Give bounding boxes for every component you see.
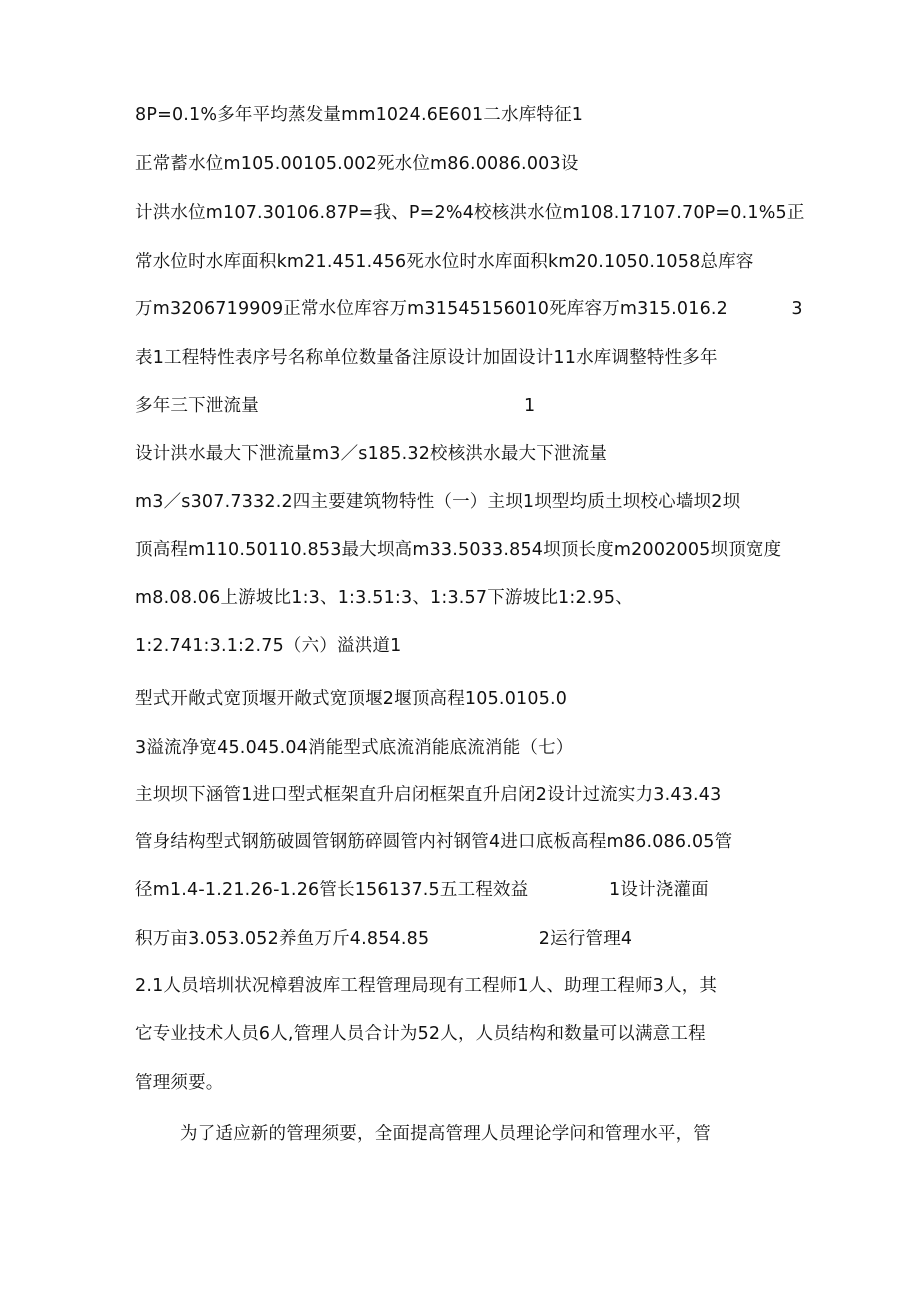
text-line: 设计洪水最大下泄流量m3／s185.32校核洪水最大下泄流量 xyxy=(135,444,608,464)
text-line: 径m1.4-1.21.26-1.26管长156137.5五工程效益 1设计浇灌面 xyxy=(135,880,709,900)
text-line: 正常蓄水位m105.00105.002死水位m86.0086.003设 xyxy=(135,154,579,174)
text-line: 1:2.741:3.1:2.75（六）溢洪道1 xyxy=(135,636,402,656)
text-line: 顶高程m110.50110.853最大坝高m33.5033.854坝顶长度m2002005坝顶宽度 xyxy=(135,540,782,560)
text-line: 表1工程特性表序号名称单位数量备注原设计加固设计11水库调整特性多年 xyxy=(135,348,718,368)
text-line: m8.08.06上游坡比1:3、1:3.51:3、1:3.57下游坡比1:2.95、 xyxy=(135,588,633,608)
text-line: 型式开敞式宽顶堰开敞式宽顶堰2堰顶高程105.0105.0 xyxy=(135,689,568,709)
text-line: 主坝坝下涵管1进口型式框架直升启闭框架直升启闭2设计过流实力3.43.43 xyxy=(135,785,722,805)
text-line-indented: 为了适应新的管理须要，全面提高管理人员理论学问和管理水平，管 xyxy=(180,1124,711,1144)
text-line: m3／s307.7332.2四主要建筑物特性（一）主坝1坝型均质土坝校心墙坝2坝 xyxy=(135,492,741,512)
text-line: 常水位时水库面积km21.451.456死水位时水库面积km20.1050.1058总库容 xyxy=(135,252,754,272)
text-line: 它专业技术人员6人,管理人员合计为52人，人员结构和数量可以满意工程 xyxy=(135,1024,706,1044)
text-line: 3溢流净宽45.045.04消能型式底流消能底流消能（七） xyxy=(135,738,574,758)
text-line: 计洪水位m107.30106.87P=我、P=2%4校核洪水位m108.17107.70P=0.1%5正 xyxy=(135,203,805,223)
text-line: 管身结构型式钢筋破圆管钢筋碎圆管内衬钢管4进口底板高程m86.086.05管 xyxy=(135,832,733,852)
text-line: 积万亩3.053.052养鱼万斤4.854.85 2运行管理4 xyxy=(135,929,633,949)
text-line: 管理须要。 xyxy=(135,1073,224,1093)
text-line: 多年三下泄流量 1 xyxy=(135,396,536,416)
text-line: 8P=0.1%多年平均蒸发量mm1024.6E601二水库特征1 xyxy=(135,105,584,125)
text-line: 2.1人员培圳状况樟碧波库工程管理局现有工程师1人、助理工程师3人，其 xyxy=(135,976,718,996)
text-line: 万m3206719909正常水位库容万m31545156010死库容万m315.016.2 3 xyxy=(135,299,803,319)
